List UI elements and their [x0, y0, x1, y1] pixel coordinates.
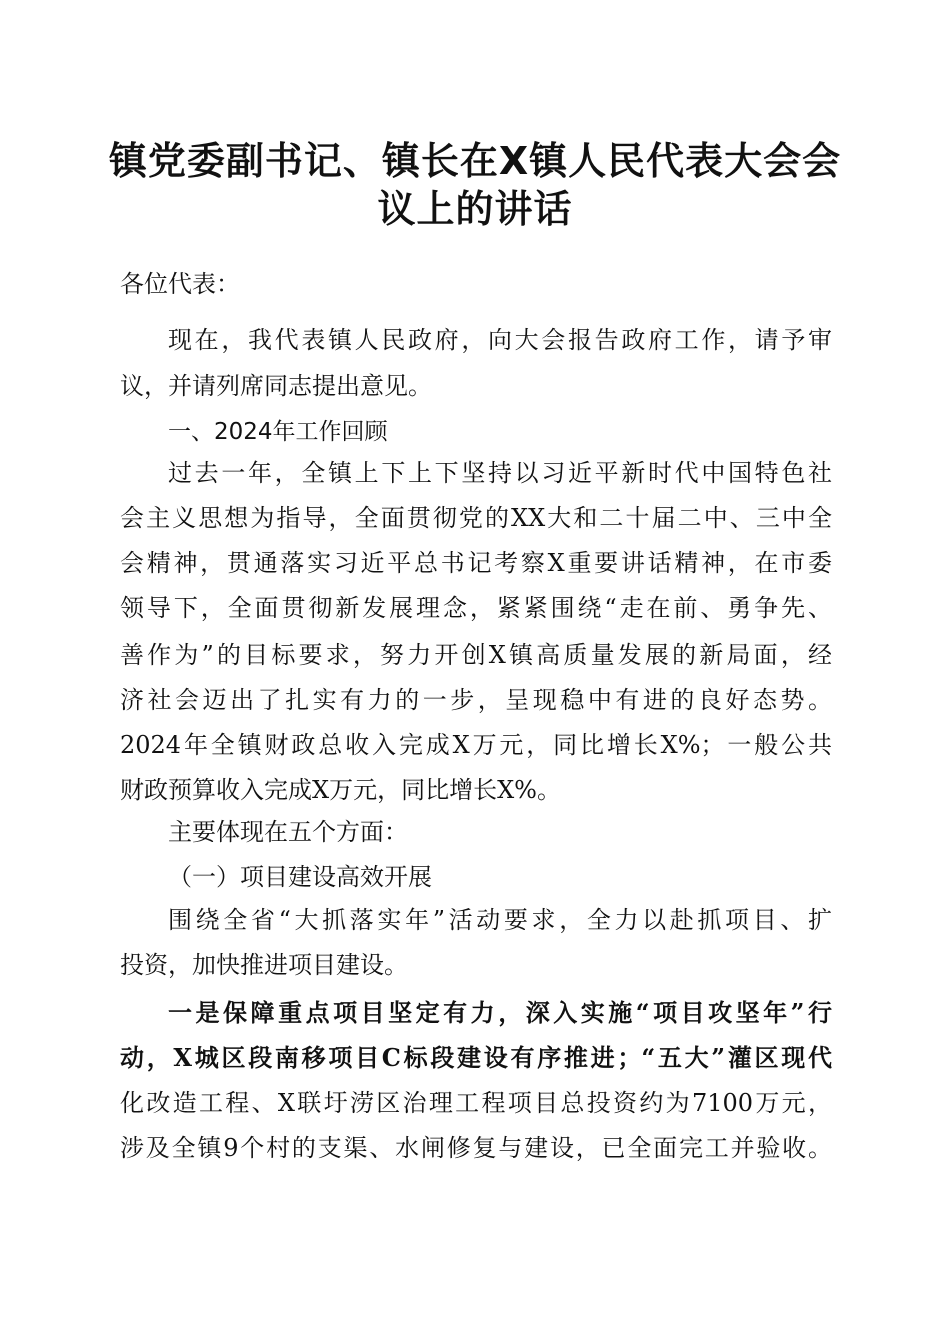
paragraph-line: 议，并请列席同志提出意见。 — [120, 372, 432, 400]
paragraph-line: 现在，我代表镇人民政府，向大会报告政府工作，请予审 — [168, 326, 832, 354]
paragraph-line: 投资，加快推进项目建设。 — [120, 951, 408, 979]
document-title-line-1: 镇党委副书记、镇长在X镇人民代表大会会 — [108, 139, 842, 183]
paragraph-line: 领导下，全面贯彻新发展理念，紧紧围绕“走在前、勇争先、 — [120, 594, 832, 622]
paragraph-line: 主要体现在五个方面： — [168, 818, 408, 846]
paragraph-line: 财政预算收入完成X万元，同比增长X%。 — [120, 776, 561, 804]
paragraph-line: 一是保障重点项目坚定有力，深入实施“项目攻坚年”行 — [168, 998, 832, 1027]
paragraph-line: 过去一年，全镇上下上下坚持以习近平新时代中国特色社 — [168, 459, 832, 487]
paragraph-line: （一）项目建设高效开展 — [168, 863, 432, 891]
paragraph-line: 一、2024年工作回顾 — [168, 419, 388, 445]
paragraph-line: 动，X城区段南移项目C标段建设有序推进；“五大”灌区现代 — [120, 1043, 832, 1072]
paragraph-line: 涉及全镇9个村的支渠、水闸修复与建设，已全面完工并验收。 — [120, 1134, 832, 1162]
paragraph-line: 2024年全镇财政总收入完成X万元，同比增长X%；一般公共 — [120, 731, 832, 759]
paragraph-line: 会主义思想为指导，全面贯彻党的XX大和二十届二中、三中全 — [120, 504, 832, 532]
document-title-line-2: 议上的讲话 — [377, 187, 573, 231]
paragraph-line: 围绕全省“大抓落实年”活动要求，全力以赴抓项目、扩 — [168, 906, 832, 934]
paragraph-line: 各位代表： — [120, 270, 240, 298]
paragraph-line: 济社会迈出了扎实有力的一步，呈现稳中有进的良好态势。 — [120, 686, 832, 714]
paragraph-line: 化改造工程、X联圩涝区治理工程项目总投资约为7100万元， — [120, 1089, 832, 1117]
paragraph-line: 善作为”的目标要求，努力开创X镇高质量发展的新局面，经 — [120, 641, 832, 669]
paragraph-line: 会精神，贯通落实习近平总书记考察X重要讲话精神，在市委 — [120, 549, 832, 577]
